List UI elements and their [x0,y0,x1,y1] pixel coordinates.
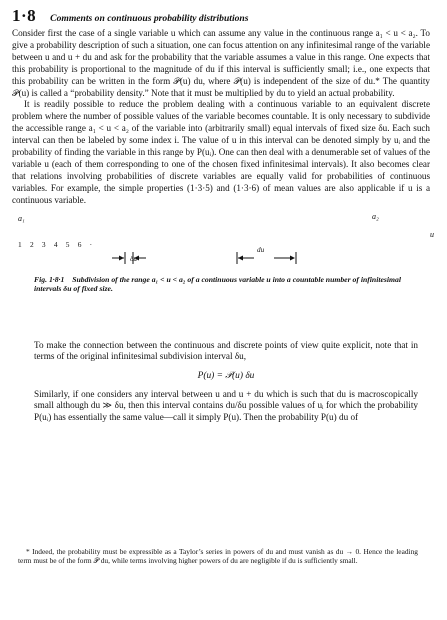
figure-label-a2: a₂ [372,211,379,221]
figure-label-du: du [257,245,265,254]
paragraph-2: It is readily possible to reduce the problem dealing with a continuous variable to an equivalent discrete problem where the number of possible values of the variable becomes countable. It is only necessary to subdivide the accessible range a₁ < u < a₂ of the variable into (arbitrarily small) equal intervals of fixed size δu. Each such interval can then be labeled by some index i. The value of u in this interval can be denoted simply by uᵢ and the probability of finding the variable in this range by P(uᵢ). One can then deal with a denumerable set of values of the variable u (each of them corresponding to one of the chosen fixed infinitesimal intervals). It also becomes clear that relations involving probabilities of discrete variables are equally valid for probabilities of continuous variables. For example, the simple properties (1·3·5) and (1·3·6) of mean values are also applicable if u is a continuous variable. [12,99,430,205]
figure-interval-numbers: 1 2 3 4 5 6 · [18,239,96,249]
figure-caption-text: Subdivision of the range a₁ < u < a₂ of a continuous variable u into a countable number of infinitesimal intervals δu of fixed size. [34,274,401,294]
du-right-arrowhead [290,255,295,260]
figure-caption-label: Fig. 1·8·1 [34,274,65,284]
du-left-arrowhead [238,255,243,260]
paragraph-3: To make the connection between the continuous and discrete points of view quite explicit, note that in terms of the original infinitesimal subdivision interval δu, [34,339,418,362]
figure-label-u: u [430,229,434,239]
continuation-block [12,340,430,424]
figure-label-delta-u: δu [130,254,137,263]
delta-u-left-arrowhead [119,255,124,260]
section-number: 1·8 [12,6,37,25]
page [12,6,434,424]
figure-1-8-1 [12,210,434,328]
paragraph-1: Consider first the case of a single variable u which can assume any value in the continuous range a₁ < u < a₂. To give a probability description of such a situation, one can focus attention on any infinitesimal range of the variable between u and u + du and ask for the probability that the variable assumes a value in this range. One expects that this probability is proportional to the magnitude of du if this interval is sufficiently small; i.e., one expects that this probability can be written in the form 𝒫(u) du, where 𝒫(u) is independent of the size of du.* The quantity 𝒫(u) is called a “probability density.” Note that it must be multiplied by du to yield an actual probability. [12,28,430,98]
section-header [12,6,430,28]
figure-interval-diagram [12,246,430,272]
footnote: * Indeed, the probability must be expressible as a Taylor’s series in powers of du and must vanish as du → 0. Hence the leading term must be of the form 𝒫 du, while terms involving higher powers of du are negligible if du is sufficiently small. [18,547,418,566]
equation: P(u) = 𝒫(u) δu [197,370,255,381]
section-title: Comments on continuous probability distributions [50,13,249,24]
figure-label-a1: a₁ [18,213,25,223]
figure-caption [34,275,404,294]
paragraph-4: Similarly, if one considers any interval between u and u + du which is such that du is macroscopically small although du ≫ δu, then this interval contains du/δu possible values of uᵢ for which the probability P(uᵢ) has essentially the same value—call it simply P(u). Then the probability P(u) du of [34,388,418,422]
